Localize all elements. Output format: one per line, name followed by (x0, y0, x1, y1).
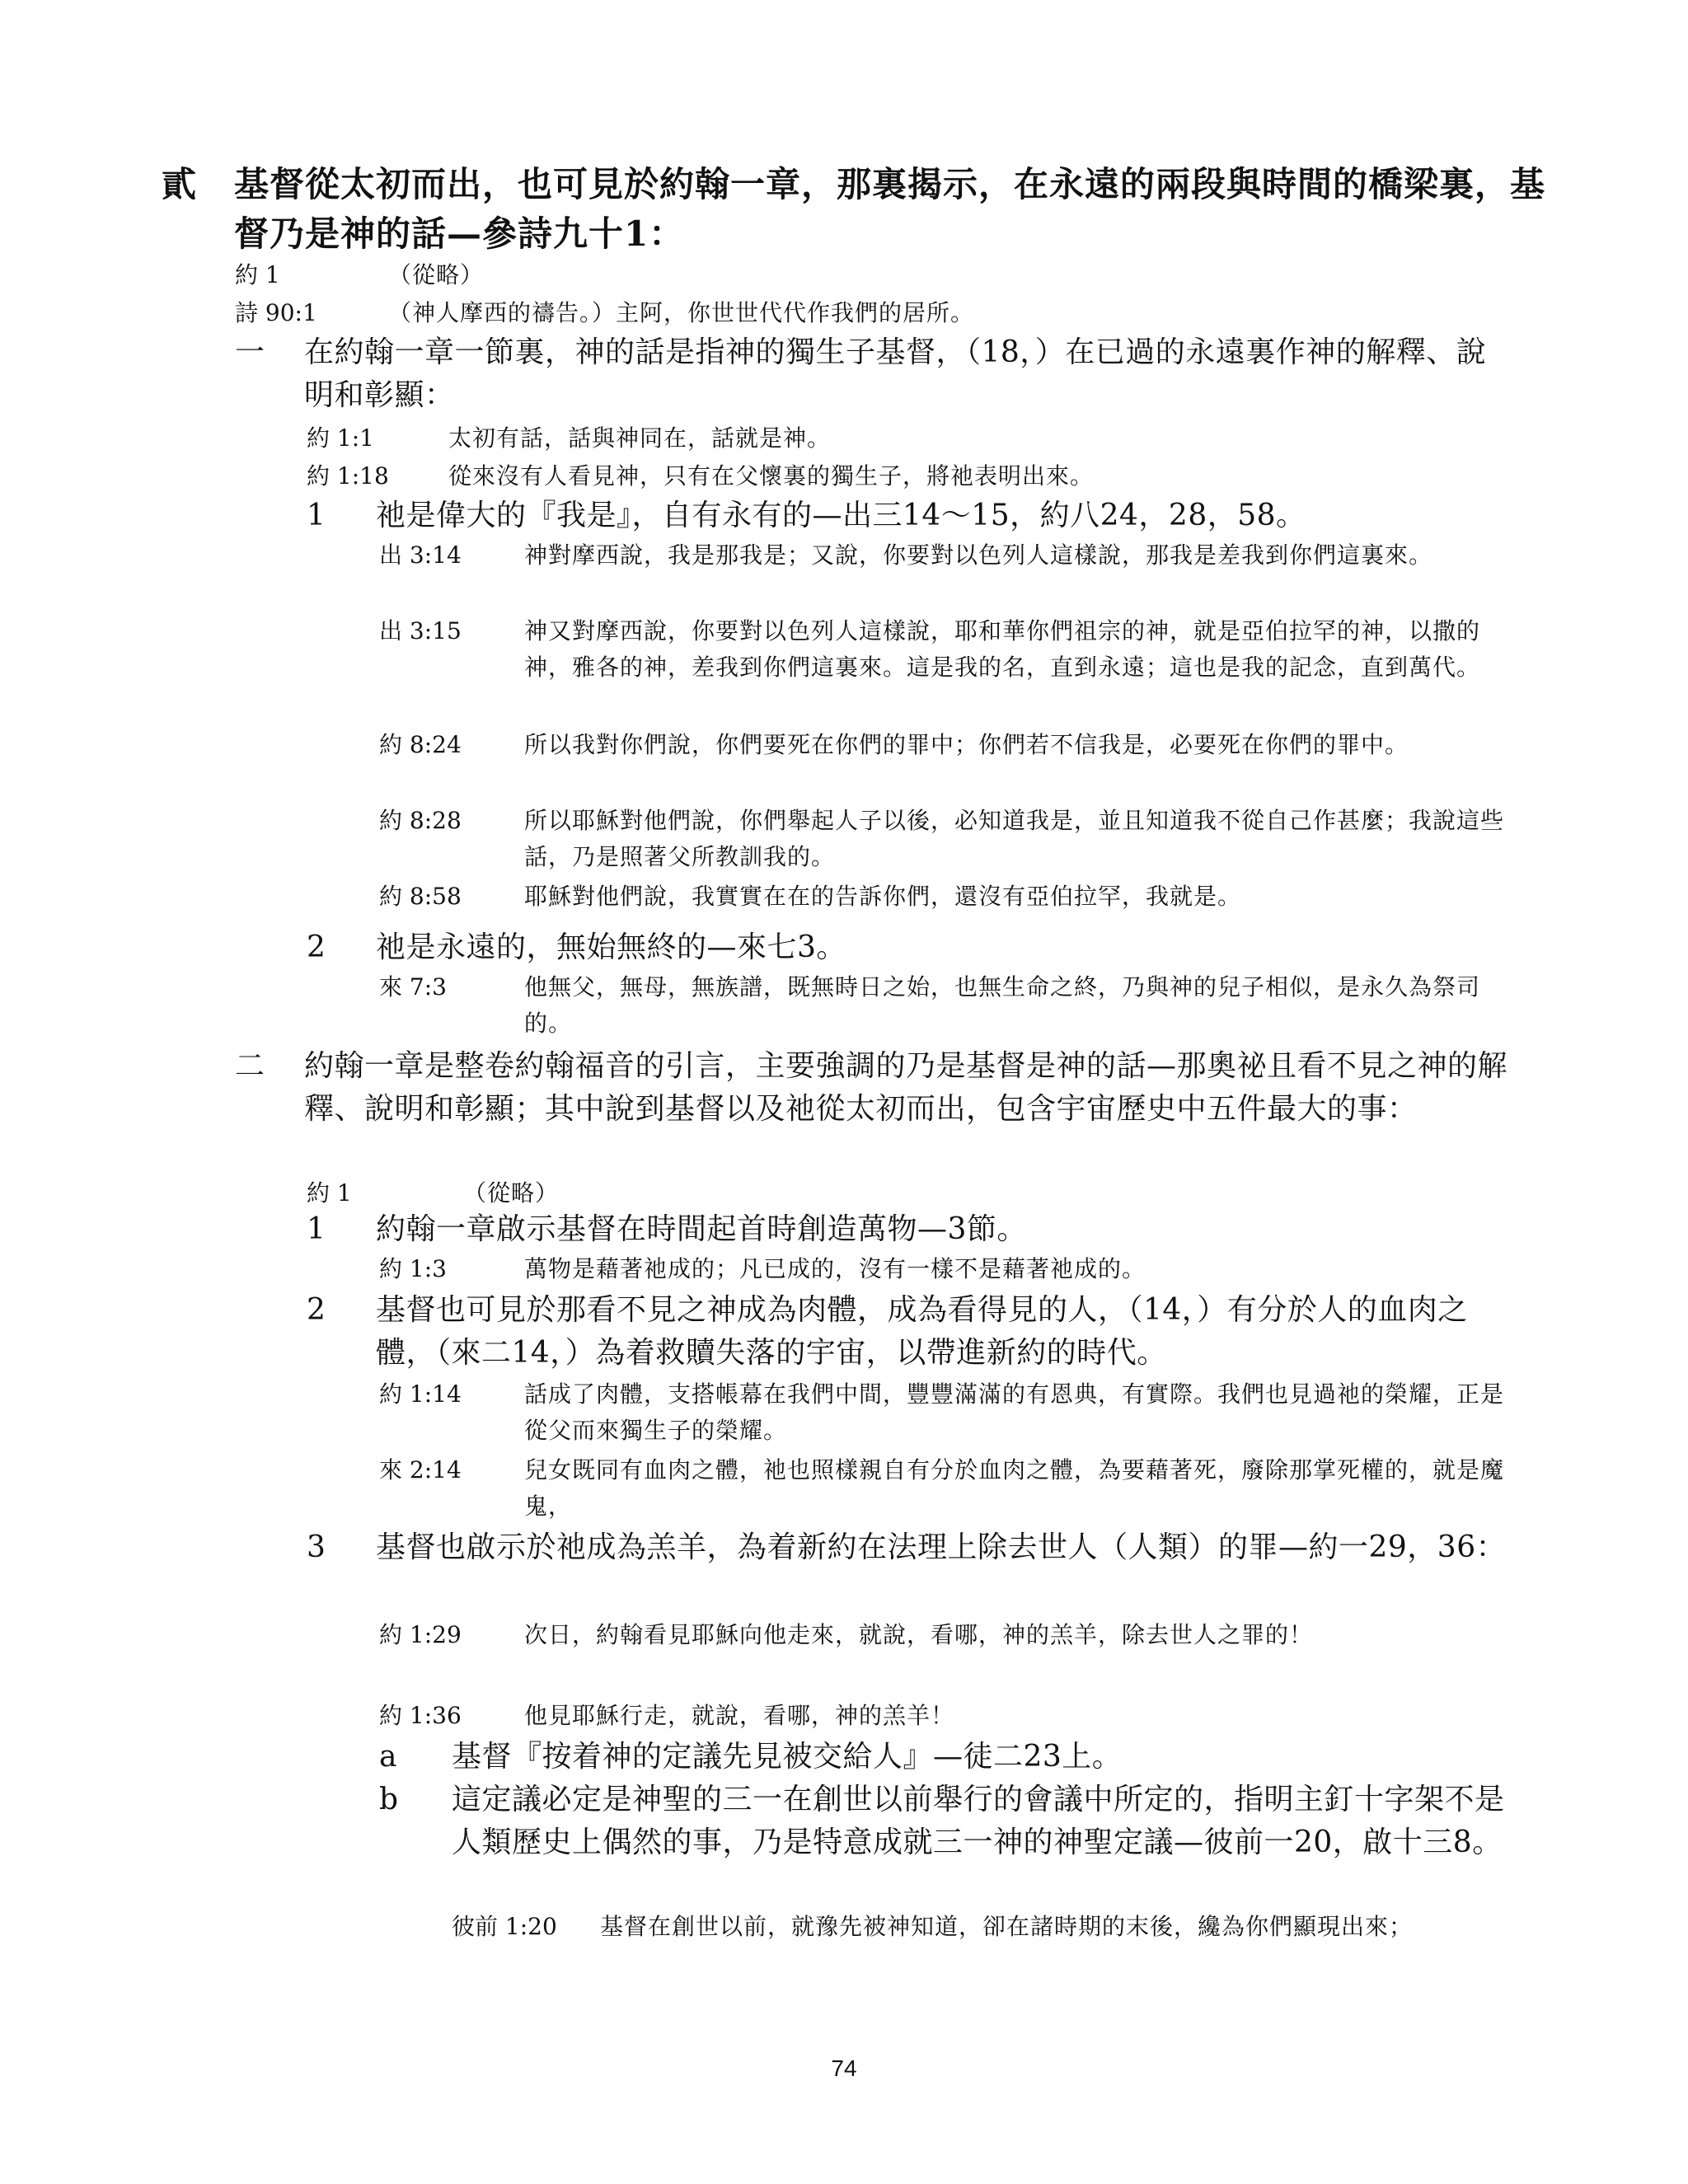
subpoint-text: 基督也可見於那看不見之神成為肉體，成為看得見的人，（14，）有分於人的血肉之體，（來二14，）為着救贖失落的宇宙，以帶進新約的時代。 (376, 1293, 1468, 1370)
verse-text: 所以我對你們說，你們要死在你們的罪中；你們若不信我是，必要死在你們的罪中。 (524, 731, 1409, 758)
verse-text: 次日，約翰看見耶穌向他走來，就說，看哪，神的羔羊，除去世人之罪的！ (524, 1621, 1314, 1648)
subpoint-text: 基督也啟示於祂成為羔羊，為着新約在法理上除去世人（人類）的罪—約一29，36： (376, 1530, 1507, 1564)
outline-subpoint (307, 1208, 1510, 1251)
point-text: 約翰一章是整卷約翰福音的引言，主要強調的乃是基督是神的話—那奧祕且看不見之神的解釋、說明和彰顯；其中說到基督以及祂從太初而出，包含宇宙歷史中五件最大的事： (304, 1049, 1508, 1126)
point-marker: 二 (235, 1049, 265, 1083)
verse-row (379, 879, 1508, 915)
verse-text: 所以耶穌對他們說，你們舉起人子以後，必知道我是，並且知道我不從自己作甚麼；我說這些話，乃是照著父所教訓我的。 (524, 807, 1505, 870)
verse-ref: 約 1:18 (307, 462, 389, 490)
verse-ref: 出 3:15 (379, 617, 462, 644)
verse-ref: 約 8:28 (379, 807, 462, 834)
subsubpoint-text: 這定議必定是神聖的三一在創世以前舉行的會議中所定的，指明主釘十字架不是人類歷史上偶然的事，乃是特意成就三一神的神聖定議—彼前一20，啟十三8。 (452, 1783, 1505, 1859)
verse-ref: 彼前 1:20 (452, 1913, 557, 1940)
section-heading (162, 160, 1563, 259)
verse-text: 兒女既同有血肉之體，祂也照樣親自有分於血肉之體，為要藉著死，廢除那掌死權的，就是魔鬼， (524, 1456, 1505, 1520)
verse-text: （從略） (463, 1179, 560, 1207)
verse-text: 他見耶穌行走，就說，看哪，神的羔羊！ (524, 1702, 955, 1729)
outline-subsubpoint-a (379, 1736, 1510, 1779)
outline-subpoint (307, 494, 1510, 537)
verse-ref: 約 8:58 (379, 883, 462, 910)
verse-ref: 約 1:14 (379, 1380, 462, 1408)
verse-ref: 約 1:29 (379, 1621, 462, 1648)
verse-ref: 約 1:1 (307, 424, 374, 452)
subpoint-marker: 2 (307, 1293, 326, 1327)
verse-row (379, 1376, 1508, 1449)
outline-point-2 (235, 1045, 1508, 1131)
verse-ref: 約 8:24 (379, 731, 462, 758)
verse-ref: 約 1:3 (379, 1255, 447, 1282)
point-text: 在約翰一章一節裏，神的話是指神的獨生子基督，（18，）在已過的永遠裏作神的解釋、說明和彰顯： (304, 335, 1487, 412)
verse-row (379, 537, 1508, 574)
verse-row (379, 1698, 1508, 1734)
verse-row (307, 1175, 1510, 1212)
subsubpoint-marker: a (379, 1740, 397, 1774)
verse-text: 從來沒有人看見神，只有在父懷裏的獨生子，將祂表明出來。 (448, 462, 1095, 490)
subpoint-text: 祂是偉大的『我是』，自有永有的—出三14～15，約八24，28，58。 (376, 499, 1306, 532)
verse-row (235, 257, 1504, 293)
subpoint-marker: 3 (307, 1530, 326, 1564)
subpoint-marker: 1 (307, 1212, 326, 1246)
page-number: 74 (831, 2055, 857, 2081)
verse-text: 萬物是藉著祂成的；凡已成的，沒有一樣不是藉著祂成的。 (524, 1255, 1146, 1282)
verse-text: 基督在創世以前，就豫先被神知道，卻在諸時期的末後，纔為你們顯現出來； (600, 1913, 1414, 1940)
point-marker: 一 (235, 335, 265, 369)
verse-ref: 來 7:3 (379, 973, 447, 1001)
outline-subpoint (307, 1526, 1510, 1569)
verse-text: 神又對摩西說，你要對以色列人這樣說，耶和華你們祖宗的神，就是亞伯拉罕的神，以撒的神，雅各的神，差我到你們這裏來。這是我的名，直到永遠；這也是我的記念，直到萬代。 (524, 617, 1481, 681)
subsubpoint-text: 基督『按着神的定議先見被交給人』—徒二23上。 (452, 1740, 1123, 1774)
heading-text: 基督從太初而出，也可見於約翰一章，那裏揭示，在永遠的兩段與時間的橋梁裏，基督乃是神的話—參詩九十1： (234, 164, 1546, 254)
verse-text: （從略） (388, 261, 485, 288)
verse-text: 神對摩西說，我是那我是；又說，你要對以色列人這樣說，那我是差我到你們這裏來。 (524, 541, 1433, 569)
outline-point-1 (235, 331, 1508, 417)
verse-ref: 來 2:14 (379, 1456, 462, 1483)
verse-ref: 出 3:14 (379, 541, 462, 569)
subpoint-marker: 2 (307, 930, 326, 964)
outline-subsubpoint-b (379, 1779, 1510, 1864)
verse-row (379, 969, 1508, 1042)
verse-text: 太初有話，話與神同在，話就是神。 (448, 424, 832, 452)
verse-ref: 約 1:36 (379, 1702, 462, 1729)
verse-row (379, 1452, 1508, 1525)
verse-text: 話成了肉體，支搭帳幕在我們中間，豐豐滿滿的有恩典，有實際。我們也見過祂的榮耀，正是從父而來獨生子的榮耀。 (524, 1380, 1505, 1444)
verse-row (379, 613, 1508, 686)
verse-row (379, 803, 1508, 875)
verse-row (452, 1909, 1510, 1945)
subpoint-text: 祂是永遠的，無始無終的—來七3。 (376, 930, 846, 964)
verse-row (235, 295, 1504, 331)
outline-subpoint (307, 926, 1510, 969)
heading-marker: 貳 (162, 164, 197, 204)
verse-row (307, 420, 1510, 457)
verse-ref: 約 1 (235, 261, 280, 288)
verse-ref: 約 1 (307, 1179, 352, 1207)
verse-row (379, 1617, 1508, 1653)
verse-row (379, 727, 1508, 763)
verse-row (307, 458, 1510, 494)
verse-row (379, 1251, 1508, 1287)
subpoint-text: 約翰一章啟示基督在時間起首時創造萬物—3節。 (376, 1212, 1027, 1246)
verse-text: 耶穌對他們說，我實實在在的告訴你們，還沒有亞伯拉罕，我就是。 (524, 883, 1242, 910)
subsubpoint-marker: b (379, 1783, 399, 1816)
verse-ref: 詩 90:1 (235, 299, 317, 326)
outline-subpoint (307, 1289, 1510, 1375)
verse-text: 他無父，無母，無族譜，既無時日之始，也無生命之終，乃與神的兒子相似，是永久為祭司的。 (524, 973, 1481, 1037)
verse-text: （神人摩西的禱告。）主阿，你世世代代作我們的居所。 (388, 299, 975, 326)
subpoint-marker: 1 (307, 499, 326, 532)
